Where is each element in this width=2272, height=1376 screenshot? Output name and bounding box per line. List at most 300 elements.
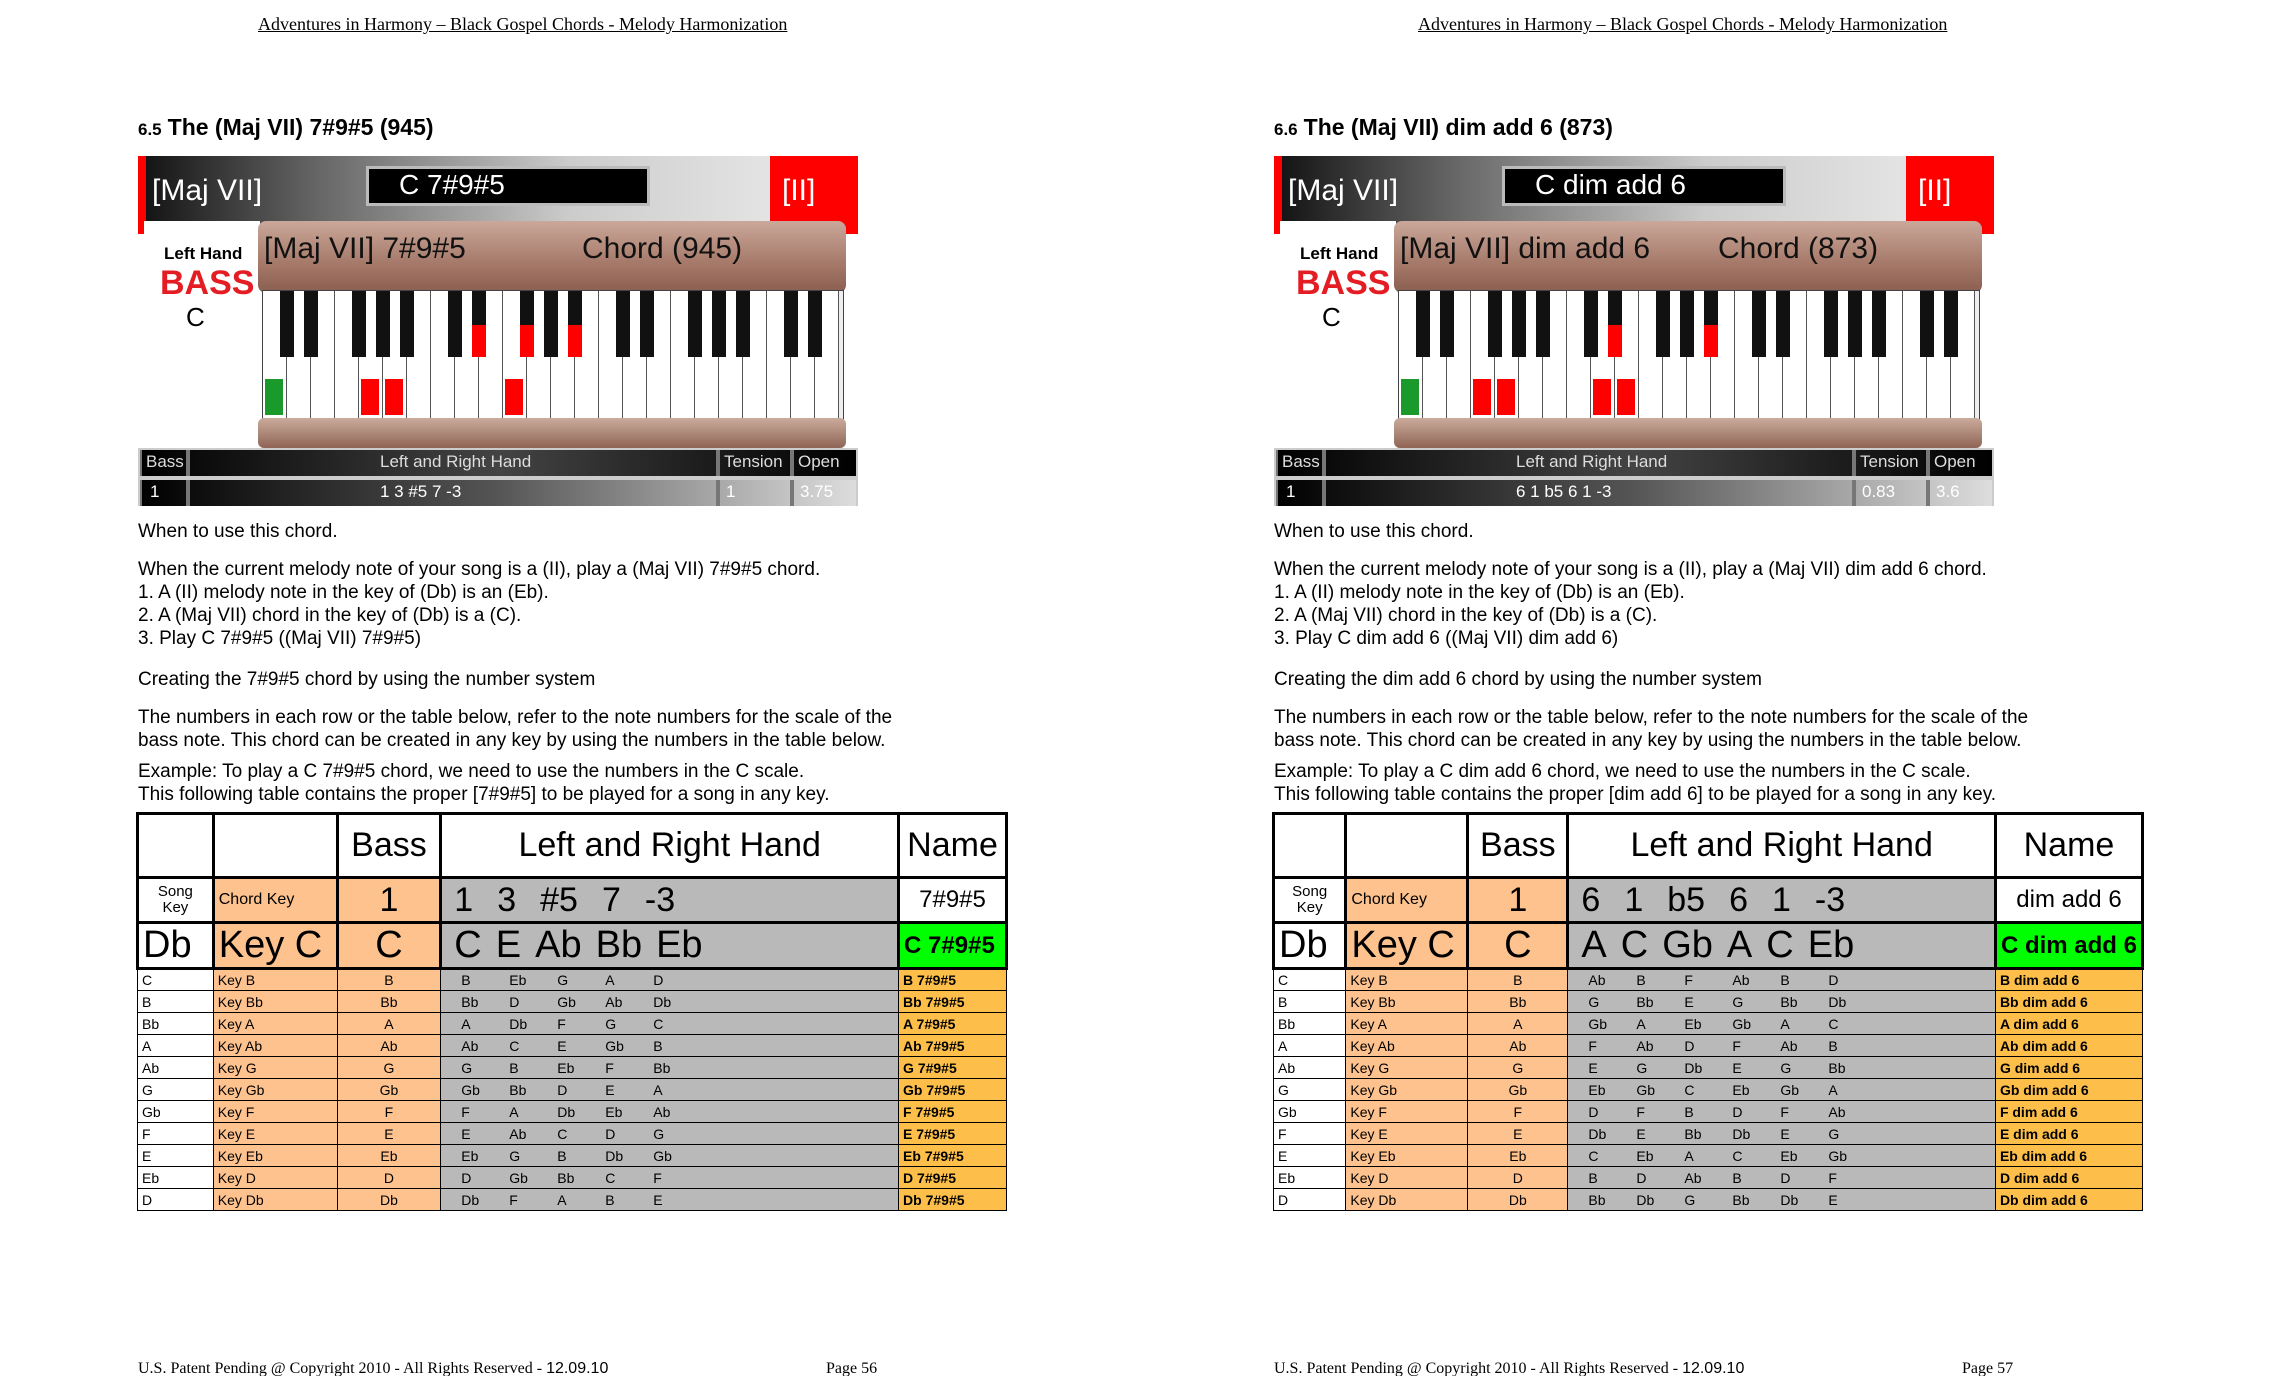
- instruction-line: 1. A (II) melody note in the key of (Db) is an (Eb).: [1274, 582, 1685, 603]
- row-note: B: [557, 1147, 567, 1164]
- pressed-key-marker: [1617, 379, 1635, 415]
- pressed-key-marker: [1593, 379, 1611, 415]
- row-chord-key: Key Eb: [213, 1145, 337, 1167]
- row-note: A: [557, 1191, 567, 1208]
- row-note: F: [1684, 972, 1693, 988]
- row-chord-key: Key D: [213, 1167, 337, 1189]
- corner-cell: [138, 814, 214, 878]
- number-note: 6: [1581, 880, 1601, 919]
- row-name: Ab dim add 6: [1995, 1035, 2142, 1057]
- status-value-tension: 0.83: [1862, 482, 1896, 501]
- row-note: F: [605, 1059, 614, 1076]
- bass-key-marker: [265, 379, 283, 415]
- instruction-line: 1. A (II) melody note in the key of (Db) is an (Eb).: [138, 582, 549, 603]
- table-row: [1274, 1079, 2143, 1101]
- key-name: C dim add 6: [1995, 923, 2142, 969]
- row-note: Ab: [1684, 1169, 1702, 1186]
- row-note: A: [1684, 1147, 1694, 1164]
- table-row: [138, 1013, 1007, 1035]
- status-header-row: [138, 448, 858, 478]
- status-header-open: Open: [798, 452, 840, 471]
- table-row: [1274, 991, 2143, 1013]
- row-notes: [441, 1167, 899, 1189]
- number-note: -3: [644, 880, 676, 919]
- row-note: G: [1636, 1059, 1648, 1076]
- row-note: Ab: [605, 993, 623, 1010]
- row-bass: Gb: [337, 1079, 441, 1101]
- row-note: C: [653, 1015, 664, 1032]
- row-chord-key: Key D: [1346, 1167, 1468, 1189]
- piano-black-key[interactable]: [376, 291, 390, 357]
- row-chord-key: Key Bb: [1346, 991, 1468, 1013]
- row-notes: [441, 1057, 899, 1079]
- row-name: D 7#9#5: [899, 1167, 1007, 1189]
- piano-black-key[interactable]: [1536, 291, 1550, 357]
- table-row: [138, 1035, 1007, 1057]
- running-header: Adventures in Harmony – Black Gospel Chords - Melody Harmonization: [1418, 14, 1948, 34]
- row-note: F: [557, 1015, 566, 1032]
- row-note: Bb: [557, 1169, 575, 1186]
- row-note: C: [1828, 1015, 1839, 1032]
- key-note: Ab: [535, 924, 582, 966]
- piano-black-key[interactable]: [808, 291, 822, 357]
- table-row: [138, 1057, 1007, 1079]
- row-note: Ab: [1588, 972, 1606, 988]
- row-note: F: [461, 1103, 470, 1120]
- row-note: Ab: [1636, 1037, 1654, 1054]
- piano-keyboard: [1398, 290, 1980, 424]
- row-note: E: [1588, 1059, 1598, 1076]
- status-value-cell: [1276, 480, 1324, 506]
- numbers-line-2: bass note. This chord can be created in any key by using the numbers in the table below.: [1274, 730, 2022, 751]
- page-number: Page 56: [826, 1360, 878, 1376]
- instruction-line: 2. A (Maj VII) chord in the key of (Db) is a (C).: [1274, 605, 1658, 626]
- row-bass: E: [337, 1123, 441, 1145]
- row-song-key: A: [138, 1035, 214, 1057]
- status-value-cell: [1928, 480, 1994, 506]
- row-note: E: [653, 1191, 663, 1208]
- numbers-name: dim add 6: [1995, 878, 2142, 923]
- header-left-right-hand: Left and Right Hand: [1568, 814, 1996, 878]
- chord-graphic: [1274, 156, 1994, 506]
- row-bass: A: [337, 1013, 441, 1035]
- row-bass: G: [337, 1057, 441, 1079]
- key-bass: C: [337, 923, 441, 969]
- row-chord-key: Key A: [213, 1013, 337, 1035]
- black-key-top: [1704, 291, 1718, 325]
- corner-cell: [213, 814, 337, 878]
- row-note: Gb: [1780, 1081, 1800, 1098]
- row-notes: [1568, 969, 1996, 991]
- row-name: F dim add 6: [1995, 1101, 2142, 1123]
- chord-name-box: C dim add 6: [1502, 166, 1786, 206]
- key-bass: C: [1468, 923, 1568, 969]
- piano-black-key[interactable]: [448, 291, 462, 357]
- row-notes: [1568, 1057, 1996, 1079]
- row-note: C: [1684, 1081, 1695, 1098]
- section-title-text: The (Maj VII) 7#9#5 (945): [167, 114, 434, 140]
- row-note: G: [1588, 993, 1600, 1010]
- row-note: B: [1684, 1103, 1694, 1120]
- status-value-bass: 1: [150, 482, 160, 501]
- header-bass: Bass: [337, 814, 441, 878]
- row-name: Gb 7#9#5: [899, 1079, 1007, 1101]
- black-key-top: [520, 291, 534, 325]
- piano-black-key[interactable]: [1848, 291, 1862, 357]
- piano-black-key[interactable]: [1416, 291, 1430, 357]
- row-notes: [1568, 1079, 1996, 1101]
- row-note: A: [461, 1015, 471, 1032]
- row-note: E: [1828, 1191, 1838, 1208]
- instruction-line: 3. Play C 7#9#5 ((Maj VII) 7#9#5): [138, 628, 422, 649]
- row-note: G: [557, 972, 569, 988]
- table-row: [138, 969, 1007, 991]
- status-value-row: [138, 478, 858, 506]
- key-note: Gb: [1662, 924, 1713, 966]
- section-title-text: The (Maj VII) dim add 6 (873): [1303, 114, 1613, 140]
- row-note: Bb: [1828, 1059, 1846, 1076]
- table-row: [1274, 1057, 2143, 1079]
- row-note: Eb: [1684, 1015, 1702, 1032]
- row-notes: [441, 1123, 899, 1145]
- footer-copyright: U.S. Patent Pending @ Copyright 2010 - All Rights Reserved -: [138, 1360, 547, 1376]
- key-chord: Key C: [213, 923, 337, 969]
- header-left-right-hand: Left and Right Hand: [441, 814, 899, 878]
- instruction-line: 2. A (Maj VII) chord in the key of (Db) is a (C).: [138, 605, 522, 626]
- row-note: E: [1780, 1125, 1790, 1142]
- row-chord-key: Key G: [1346, 1057, 1468, 1079]
- row-notes: [1568, 1101, 1996, 1123]
- degree-label-left: [Maj VII]: [152, 174, 263, 207]
- piano-black-key[interactable]: [736, 291, 750, 357]
- row-song-key: F: [1274, 1123, 1346, 1145]
- row-song-key: D: [138, 1189, 214, 1211]
- row-note: Db: [1684, 1059, 1703, 1076]
- key-note: A: [1726, 924, 1753, 966]
- row-bass: Bb: [337, 991, 441, 1013]
- row-note: Gb: [509, 1169, 528, 1186]
- table-row: [1274, 1167, 2143, 1189]
- row-note: D: [653, 972, 664, 988]
- row-bass: F: [337, 1101, 441, 1123]
- table-row: [138, 814, 1007, 878]
- row-chord-key: Key E: [213, 1123, 337, 1145]
- row-note: D: [1828, 972, 1839, 988]
- when-heading: When to use this chord.: [138, 521, 338, 542]
- row-note: B: [509, 1059, 519, 1076]
- status-header-cell: [1276, 450, 1324, 476]
- row-note: A: [605, 972, 615, 988]
- instruction-line: When the current melody note of your song is a (II), play a (Maj VII) 7#9#5 chord.: [138, 559, 821, 580]
- piano-black-key[interactable]: [280, 291, 294, 357]
- row-note: G: [653, 1125, 665, 1142]
- row-note: A: [1828, 1081, 1838, 1098]
- piano-black-key[interactable]: [1872, 291, 1886, 357]
- row-name: Eb 7#9#5: [899, 1145, 1007, 1167]
- row-note: E: [461, 1125, 471, 1142]
- chord-graphic: [138, 156, 858, 506]
- piano-black-key[interactable]: [1824, 291, 1838, 357]
- piano-black-key[interactable]: [1704, 325, 1718, 357]
- key-note: Eb: [656, 924, 703, 966]
- status-value-cell: [718, 480, 792, 506]
- row-note: B: [653, 1037, 663, 1054]
- status-value-cell: [1854, 480, 1928, 506]
- row-song-key: Gb: [1274, 1101, 1346, 1123]
- row-note: F: [509, 1191, 518, 1208]
- table-row: [138, 1189, 1007, 1211]
- table-row: [138, 878, 1007, 923]
- row-note: Eb: [557, 1059, 575, 1076]
- row-note: Gb: [1588, 1015, 1608, 1032]
- row-note: Eb: [509, 972, 527, 988]
- header-bass: Bass: [1468, 814, 1568, 878]
- row-bass: G: [1468, 1057, 1568, 1079]
- page-right: [1136, 0, 2272, 1376]
- row-song-key: E: [1274, 1145, 1346, 1167]
- piano-black-key[interactable]: [400, 291, 414, 357]
- row-note: F: [1636, 1103, 1645, 1120]
- piano-black-key[interactable]: [304, 291, 318, 357]
- row-note: D: [1636, 1169, 1647, 1186]
- status-header-cell: [140, 450, 188, 476]
- row-name: Gb dim add 6: [1995, 1079, 2142, 1101]
- row-note: D: [1732, 1103, 1743, 1120]
- row-note: B: [461, 972, 471, 988]
- piano-keyboard: [262, 290, 844, 424]
- page-number: Page 57: [1962, 1360, 2014, 1376]
- left-hand-label: Left Hand: [164, 244, 243, 263]
- piano-black-key[interactable]: [472, 325, 486, 357]
- row-note: D: [1684, 1037, 1695, 1054]
- status-value-lr: 6 1 b5 6 1 -3: [1516, 482, 1612, 501]
- status-header-row: [1274, 448, 1994, 478]
- piano-black-key[interactable]: [1584, 291, 1598, 357]
- row-note: Gb: [653, 1147, 672, 1164]
- row-name: B dim add 6: [1995, 969, 2142, 991]
- piano-black-key[interactable]: [520, 325, 534, 357]
- piano-black-key[interactable]: [1680, 291, 1694, 357]
- row-note: E: [557, 1037, 567, 1054]
- table-row: [1274, 1123, 2143, 1145]
- status-header-bass: Bass: [146, 452, 184, 471]
- row-note: Db: [1588, 1125, 1607, 1142]
- bass-label: BASS: [1296, 264, 1391, 302]
- row-note: B: [1588, 1169, 1598, 1186]
- row-song-key: F: [138, 1123, 214, 1145]
- status-header-cell: [1854, 450, 1928, 476]
- row-note: Db: [1828, 993, 1847, 1010]
- row-note: Eb: [461, 1147, 479, 1164]
- chord-key-label: Chord Key: [213, 878, 337, 923]
- degree-label-right: [II]: [782, 174, 816, 207]
- table-row: [1274, 923, 2143, 969]
- table-row: [138, 991, 1007, 1013]
- table-row: [138, 923, 1007, 969]
- row-chord-key: Key G: [213, 1057, 337, 1079]
- row-note: G: [461, 1059, 473, 1076]
- section-title: [1274, 114, 1613, 141]
- piano-black-key[interactable]: [1656, 291, 1670, 357]
- chord-name-box: C 7#9#5: [366, 166, 650, 206]
- status-header-lr: Left and Right Hand: [1516, 452, 1668, 471]
- row-song-key: C: [1274, 969, 1346, 991]
- status-header-cell: [1928, 450, 1994, 476]
- page-footer: [1274, 1360, 1744, 1376]
- key-note: C: [454, 924, 482, 966]
- table-row: [138, 1145, 1007, 1167]
- black-key-top: [1608, 291, 1622, 325]
- row-name: B 7#9#5: [899, 969, 1007, 991]
- row-note: G: [1684, 1191, 1696, 1208]
- creating-heading: Creating the dim add 6 chord by using the number system: [1274, 669, 1762, 690]
- row-chord-key: Key A: [1346, 1013, 1468, 1035]
- row-notes: [441, 1189, 899, 1211]
- piano-black-key[interactable]: [1488, 291, 1502, 357]
- table-row: [1274, 878, 2143, 923]
- numbers-name: 7#9#5: [899, 878, 1007, 923]
- row-song-key: Ab: [1274, 1057, 1346, 1079]
- row-note: Db: [605, 1147, 624, 1164]
- table-row: [138, 1079, 1007, 1101]
- status-header-bass: Bass: [1282, 452, 1320, 471]
- row-chord-key: Key F: [1346, 1101, 1468, 1123]
- row-song-key: A: [1274, 1035, 1346, 1057]
- row-chord-key: Key E: [1346, 1123, 1468, 1145]
- status-value-bass: 1: [1286, 482, 1296, 501]
- pressed-key-marker: [385, 379, 403, 415]
- row-note: A: [509, 1103, 519, 1120]
- row-notes: [441, 1145, 899, 1167]
- row-song-key: Eb: [1274, 1167, 1346, 1189]
- row-note: G: [1732, 993, 1744, 1010]
- row-note: Eb: [1780, 1147, 1798, 1164]
- row-chord-key: Key Ab: [1346, 1035, 1468, 1057]
- number-note: -3: [1814, 880, 1846, 919]
- example-line-2: This following table contains the proper [dim add 6] to be played for a song in any key.: [1274, 784, 1997, 805]
- pressed-key-marker: [361, 379, 379, 415]
- row-note: Db: [461, 1191, 480, 1208]
- footer-date: 12.09.10: [1682, 1360, 1745, 1376]
- status-value-cell: [188, 480, 718, 506]
- key-notes: [441, 923, 899, 969]
- key-name: C 7#9#5: [899, 923, 1007, 969]
- key-note: A: [1581, 924, 1607, 966]
- piano-black-key[interactable]: [1920, 291, 1934, 357]
- row-note: Db: [653, 993, 672, 1010]
- piano-black-key[interactable]: [1944, 291, 1958, 357]
- piano-black-key[interactable]: [1776, 291, 1790, 357]
- row-note: Bb: [1732, 1191, 1750, 1208]
- header-name: Name: [1995, 814, 2142, 878]
- row-chord-key: Key Ab: [213, 1035, 337, 1057]
- row-song-key: E: [138, 1145, 214, 1167]
- row-name: Ab 7#9#5: [899, 1035, 1007, 1057]
- row-note: Db: [509, 1015, 528, 1032]
- piano-black-key[interactable]: [1512, 291, 1526, 357]
- row-note: F: [1588, 1037, 1597, 1054]
- row-bass: B: [337, 969, 441, 991]
- table-row: [138, 1123, 1007, 1145]
- number-note: 3: [497, 880, 517, 919]
- table-row: [1274, 1013, 2143, 1035]
- status-header-tension: Tension: [724, 452, 783, 471]
- row-note: Db: [1636, 1191, 1655, 1208]
- row-note: D: [461, 1169, 472, 1186]
- row-chord-key: Key Db: [1346, 1189, 1468, 1211]
- row-note: F: [1780, 1103, 1789, 1120]
- row-note: Gb: [461, 1081, 480, 1098]
- black-key-top: [472, 291, 486, 325]
- left-hand-label: Left Hand: [1300, 244, 1379, 263]
- piano-black-key[interactable]: [616, 291, 630, 357]
- row-notes: [441, 1079, 899, 1101]
- piano-black-key[interactable]: [784, 291, 798, 357]
- row-name: Db 7#9#5: [899, 1189, 1007, 1211]
- black-key-top: [568, 291, 582, 325]
- row-note: Ab: [461, 1037, 479, 1054]
- piano-black-key[interactable]: [640, 291, 654, 357]
- banner-right-text: Chord (873): [1718, 232, 1879, 265]
- row-notes: [441, 991, 899, 1013]
- row-name: F 7#9#5: [899, 1101, 1007, 1123]
- row-note: Gb: [1636, 1081, 1656, 1098]
- row-note: Bb: [1636, 993, 1654, 1010]
- row-note: E: [605, 1081, 615, 1098]
- pressed-key-marker: [1497, 379, 1515, 415]
- key-note: E: [495, 924, 522, 966]
- piano-black-key[interactable]: [1752, 291, 1766, 357]
- piano-black-key[interactable]: [688, 291, 702, 357]
- piano-black-key[interactable]: [352, 291, 366, 357]
- row-note: D: [1780, 1169, 1791, 1186]
- row-note: Bb: [653, 1059, 671, 1076]
- row-note: G: [1780, 1059, 1792, 1076]
- row-note: G: [509, 1147, 521, 1164]
- row-note: Bb: [1684, 1125, 1702, 1142]
- row-note: E: [1732, 1059, 1742, 1076]
- example-line-2: This following table contains the proper [7#9#5] to be played for a song in any key.: [138, 784, 830, 805]
- piano-black-key[interactable]: [712, 291, 726, 357]
- row-note: Ab: [653, 1103, 671, 1120]
- bass-label: BASS: [160, 264, 255, 302]
- piano-black-key[interactable]: [1608, 325, 1622, 357]
- section-title: [138, 114, 434, 141]
- piano-black-key[interactable]: [544, 291, 558, 357]
- row-song-key: D: [1274, 1189, 1346, 1211]
- row-notes: [1568, 1123, 1996, 1145]
- row-chord-key: Key Eb: [1346, 1145, 1468, 1167]
- row-name: E 7#9#5: [899, 1123, 1007, 1145]
- key-chord: Key C: [1346, 923, 1468, 969]
- table-row: [1274, 1189, 2143, 1211]
- piano-black-key[interactable]: [1440, 291, 1454, 357]
- number-note: 1: [1771, 880, 1791, 919]
- row-chord-key: Key B: [213, 969, 337, 991]
- row-song-key: Eb: [138, 1167, 214, 1189]
- row-notes: [1568, 1189, 1996, 1211]
- status-value-lr: 1 3 #5 7 -3: [380, 482, 462, 501]
- status-value-cell: [140, 480, 188, 506]
- table-row: [1274, 1035, 2143, 1057]
- example-line-1: Example: To play a C dim add 6 chord, we need to use the numbers in the C scale.: [1274, 761, 1971, 782]
- row-notes: [1568, 1035, 1996, 1057]
- piano-black-key[interactable]: [568, 325, 582, 357]
- row-note: A: [1780, 1015, 1790, 1032]
- row-note: Eb: [1732, 1081, 1750, 1098]
- row-bass: E: [1468, 1123, 1568, 1145]
- table-row: [1274, 1101, 2143, 1123]
